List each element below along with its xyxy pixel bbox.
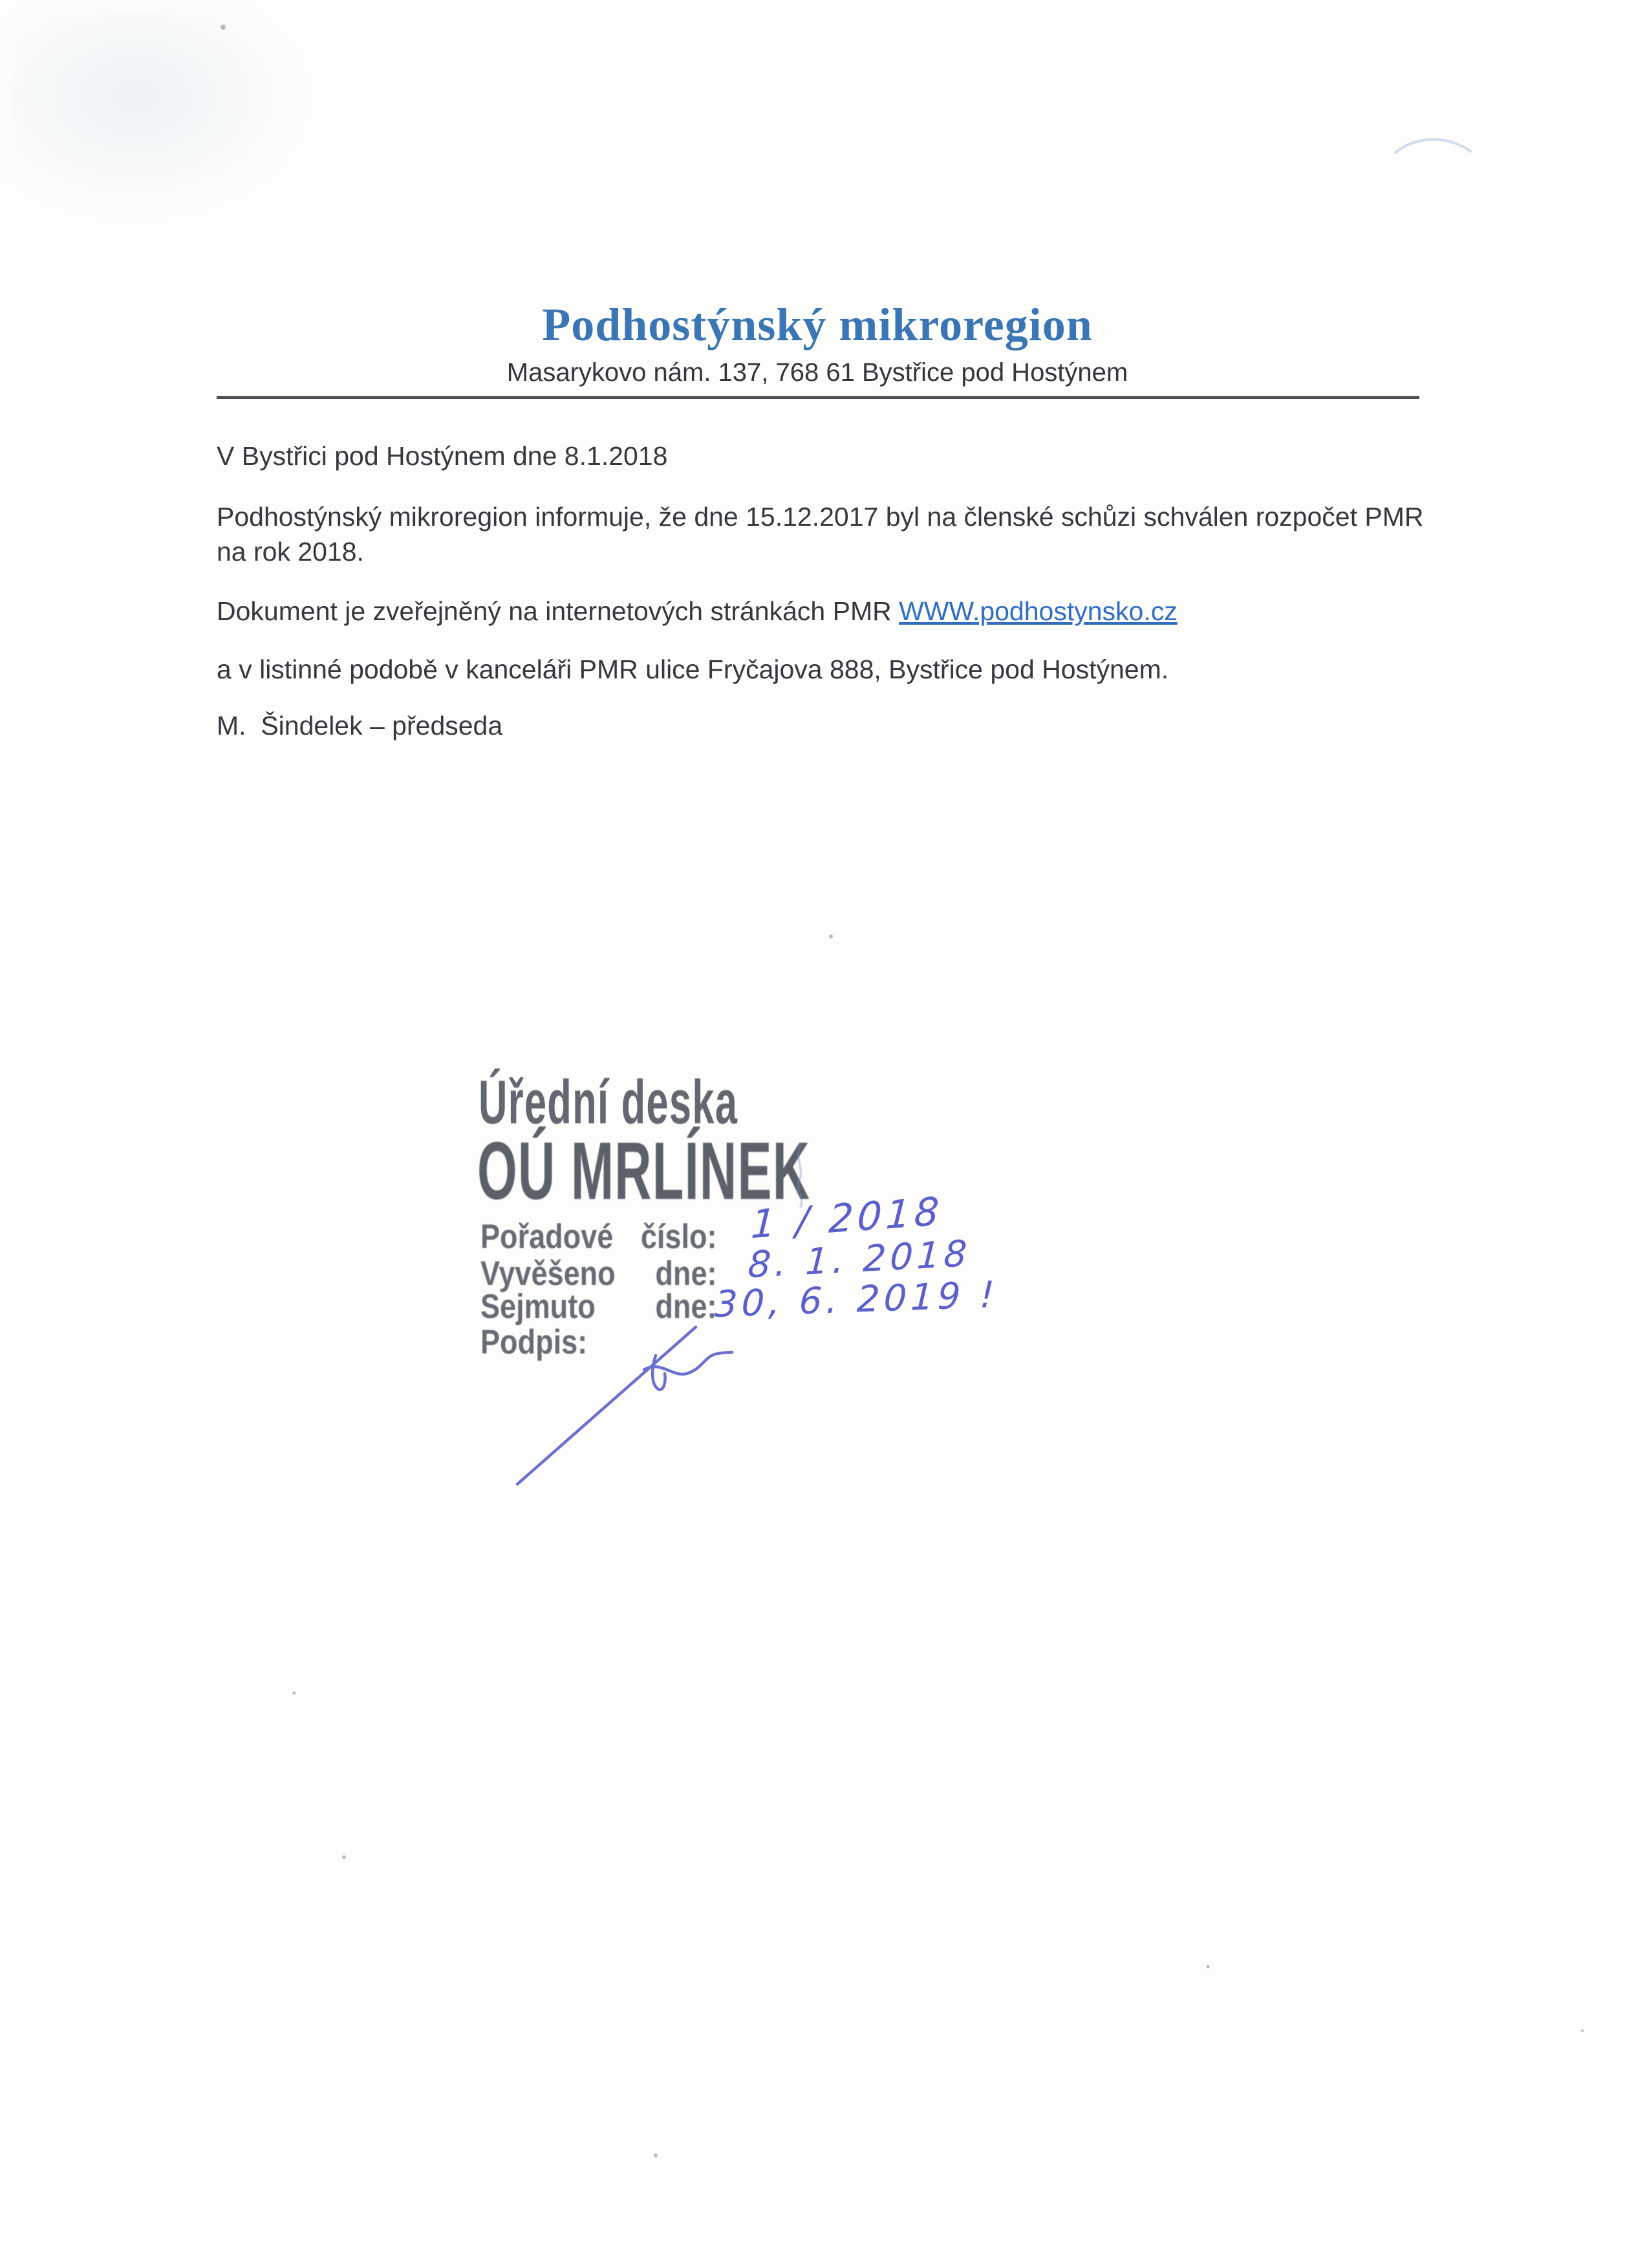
publication-paragraph bbox=[217, 594, 1445, 629]
stamp-label-word: dne: bbox=[655, 1288, 717, 1326]
stamp-label-word: číslo: bbox=[640, 1218, 717, 1256]
stamp-office-name: OÚ MRLÍNEK bbox=[477, 1125, 811, 1216]
dateline: V Bystřici pod Hostýnem dne 8.1.2018 bbox=[217, 441, 668, 471]
paper-copy-paragraph: a v listinné podobě v kanceláři PMR ulice Fryčajova 888, Bystřice pod Hostýnem. bbox=[217, 654, 1169, 684]
pen-arc-mark bbox=[1395, 139, 1470, 153]
header-divider bbox=[217, 396, 1419, 399]
stamp-field-signature bbox=[480, 1324, 759, 1360]
handwritten-serial-number: 1 / 2018 bbox=[749, 1189, 944, 1248]
stamp-label-word: Pořadové bbox=[480, 1218, 614, 1256]
stamp-label-word: Podpis: bbox=[480, 1323, 588, 1361]
stamp-title-line: Úřední deska bbox=[479, 1068, 738, 1137]
handwritten-removed-date: 30, 6. 2019 ! bbox=[713, 1273, 999, 1326]
stamp-label-word: Vyvěšeno bbox=[480, 1255, 616, 1293]
scan-artifact-tint bbox=[10, 10, 307, 217]
website-link[interactable]: WWW.podhostynsko.cz bbox=[899, 596, 1178, 626]
header-address: Masarykovo nám. 137, 768 61 Bystřice pod Hostýnem bbox=[506, 358, 1128, 387]
stamp-label-word: dne: bbox=[655, 1255, 717, 1293]
chairman-line: M. Šindelek – předseda bbox=[217, 711, 503, 740]
publication-text: Dokument je zveřejněný na internetových stránkách PMR bbox=[217, 596, 899, 626]
stamp-label-word: Sejmuto bbox=[480, 1288, 596, 1326]
announcement-paragraph: Podhostýnský mikroregion informuje, že dne 15.12.2017 byl na členské schůzi schválen rozpočet PMR na rok 2018. bbox=[217, 502, 1424, 567]
stamp-field-serial bbox=[480, 1218, 759, 1255]
handwritten-posted-date: 8. 1. 2018 bbox=[746, 1232, 972, 1287]
page-title: Podhostýnský mikroregion bbox=[542, 299, 1093, 351]
